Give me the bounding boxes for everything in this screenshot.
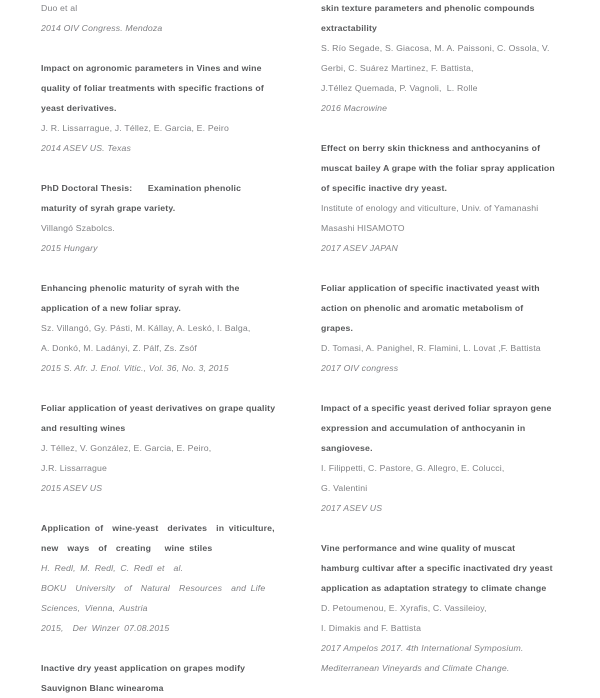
reference-authors-line: Gerbi, C. Suárez Martinez, F. Battista, (321, 63, 474, 73)
reference-title-line: grapes. (321, 323, 354, 333)
reference-venue-line: 2015 ASEV US (41, 483, 103, 493)
reference-venue-line: 2015, Der Winzer 07.08.2015 (41, 623, 170, 633)
reference-title-line: Enhancing phenolic maturity of syrah with the (41, 283, 240, 293)
reference-title-line: of specific inactive dry yeast. (321, 183, 448, 193)
reference-title-line: Foliar application of specific inactivated yeast with (321, 283, 540, 293)
reference-entry (321, 538, 588, 678)
reference-title-line: new ways of creating wine stiles (41, 543, 213, 553)
reference-authors-line: D. Petoumenou, E. Xyrafis, C. Vassileioy, (321, 603, 487, 613)
reference-title-line: Inactive dry yeast application on grapes modify (41, 663, 246, 673)
reference-authors-line: J.Téllez Quemada, P. Vagnoli, L. Rolle (321, 83, 478, 93)
reference-venue-line: 2017 Ampelos 2017. 4th International Symposium. (321, 643, 524, 653)
reference-title-line: PhD Doctoral Thesis: Examination phenolic (41, 183, 242, 193)
reference-title-line: maturity of syrah grape variety. (41, 203, 176, 213)
reference-entry (41, 518, 288, 638)
reference-authors-line: Villangó Szabolcs. (41, 223, 115, 233)
reference-entry (321, 138, 588, 258)
reference-entry (41, 658, 288, 698)
reference-title-line: hamburg cultivar after a specific inactivated dry yeast (321, 563, 553, 573)
reference-title-line: quality of foliar treatments with specific fractions of (41, 83, 264, 93)
reference-title-line: Foliar application of yeast derivatives on grape quality (41, 403, 276, 413)
reference-venue-line: 2014 ASEV US. Texas (41, 143, 132, 153)
reference-venue-line: 2016 Macrowine (321, 103, 388, 113)
reference-entry (321, 278, 588, 378)
reference-venue-line: 2015 S. Afr. J. Enol. Vitic., Vol. 36, No. 3, 2015 (41, 363, 229, 373)
reference-title-line: Impact on agronomic parameters in Vines and wine (41, 63, 262, 73)
reference-venue-line: Sciences, Vienna, Austria (41, 603, 148, 613)
reference-authors-line: Institute of enology and viticulture, Univ. of Yamanashi (321, 203, 539, 213)
reference-venue-line: 2017 OIV congress (321, 363, 399, 373)
reference-title-line: and resulting wines (41, 423, 126, 433)
reference-title-line: yeast derivatives. (41, 103, 117, 113)
reference-venue-line: 2014 OIV Congress. Mendoza (41, 23, 163, 33)
reference-title-line: Application of wine-yeast derivates in viticulture, (41, 523, 275, 533)
reference-title-line: Effect on berry skin thickness and anthocyanins of (321, 143, 541, 153)
reference-authors-line: Masashi HISAMOTO (321, 223, 405, 233)
reference-venue-line: H. Redl, M. Redl, C. Redl et al. (41, 563, 184, 573)
reference-entry (41, 178, 288, 258)
reference-venue-line: 2017 ASEV US (321, 503, 383, 513)
reference-authors-line: S. Río Segade, S. Giacosa, M. A. Paissoni, C. Ossola, V. (321, 43, 550, 53)
reference-entry (41, 278, 288, 378)
reference-title-line: muscat bailey A grape with the foliar spray application (321, 163, 555, 173)
reference-title-line: Vine performance and wine quality of muscat (321, 543, 516, 553)
reference-title-line: application of a new foliar spray. (41, 303, 181, 313)
reference-authors-line: D. Tomasi, A. Panighel, R. Flamini, L. Lovat ,F. Battista (321, 343, 541, 353)
reference-venue-line: 2017 ASEV JAPAN (321, 243, 398, 253)
reference-venue-line: BOKU University of Natural Resources and Life (41, 583, 266, 593)
reference-venue-line: 2015 Hungary (41, 243, 98, 253)
reference-authors-line: G. Valentini (321, 483, 368, 493)
reference-title-line: sangiovese. (321, 443, 373, 453)
reference-authors-line: I. Dimakis and F. Battista (321, 623, 422, 633)
reference-entry (321, 398, 588, 518)
reference-authors-line: A. Donkó, M. Ladányi, Z. Pálf, Zs. Zsóf (41, 343, 197, 353)
reference-title-line: application as adaptation strategy to climate change (321, 583, 547, 593)
reference-authors-line: J. R. Lissarrague, J. Téllez, E. Garcia, E. Peiro (41, 123, 229, 133)
reference-title-line: skin texture parameters and phenolic compounds (321, 3, 535, 13)
reference-venue-line: Mediterranean Vineyards and Climate Change. (321, 663, 510, 673)
left-column (0, 0, 300, 693)
reference-authors-line: Duo et al (41, 3, 78, 13)
reference-title-line: expression and accumulation of anthocyanin in (321, 423, 526, 433)
reference-authors-line: I. Filippetti, C. Pastore, G. Allegro, E. Colucci, (321, 463, 505, 473)
reference-entry (41, 58, 288, 158)
reference-authors-line: J. Téllez, V. González, E. Garcia, E. Peiro, (41, 443, 212, 453)
reference-title-line: Impact of a specific yeast derived foliar sprayon gene (321, 403, 552, 413)
reference-authors-line: Sz. Villangó, Gy. Pásti, M. Kállay, A. Leskó, I. Balga, (41, 323, 251, 333)
reference-entry (41, 398, 288, 498)
reference-authors-line: J.R. Lissarrague (41, 463, 108, 473)
reference-entry (321, 0, 588, 118)
reference-title-line: extractability (321, 23, 378, 33)
reference-entry (41, 0, 288, 38)
reference-title-line: action on phenolic and aromatic metabolism of (321, 303, 524, 313)
reference-title-line: Sauvignon Blanc winearoma (41, 683, 164, 693)
right-column (300, 0, 600, 673)
